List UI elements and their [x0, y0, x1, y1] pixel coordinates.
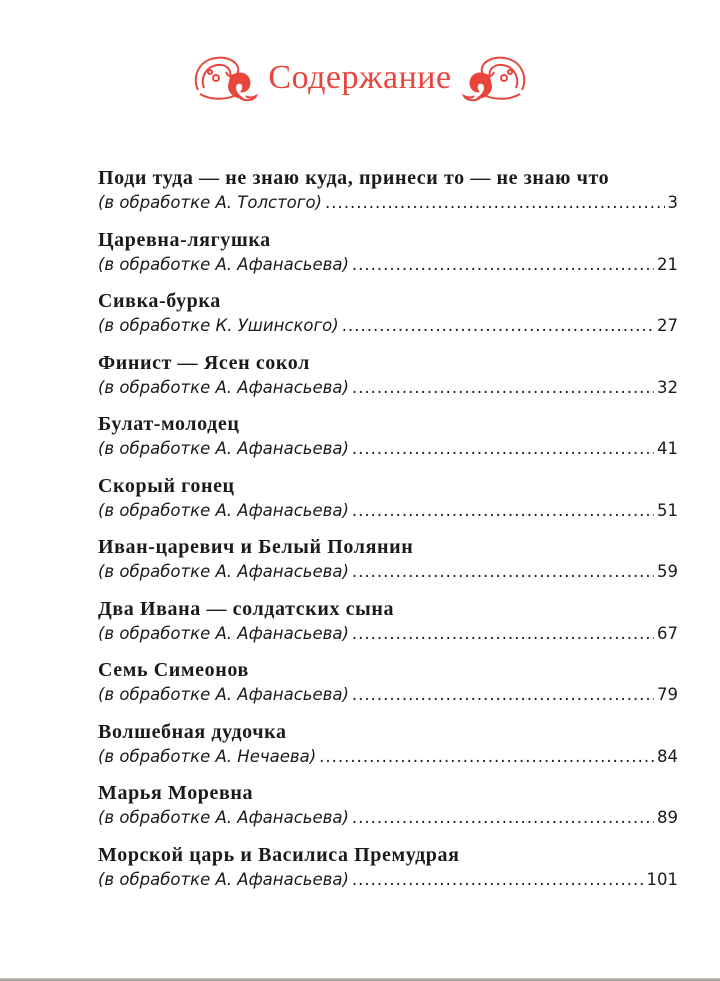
- toc-entry[interactable]: [98, 411, 678, 473]
- toc-entry[interactable]: [98, 288, 678, 350]
- toc-entry[interactable]: [98, 350, 678, 412]
- toc-entry-title: Финист — Ясен сокол: [98, 351, 310, 374]
- toc-entry[interactable]: [98, 780, 678, 842]
- floral-ornament-icon: [190, 50, 260, 106]
- toc-entry-subtitle: (в обработке А. Афанасьева): [98, 562, 349, 581]
- toc-entry-page: 89: [657, 808, 678, 827]
- toc-entry-page: 27: [657, 316, 678, 335]
- toc-entry-page: 79: [657, 685, 678, 704]
- toc-entry-title: Поди туда — не знаю куда, принеси то — не знаю что: [98, 167, 610, 189]
- toc-entry-title: Морской царь и Василиса Премудрая: [98, 843, 460, 866]
- toc-entry-page: 3: [667, 193, 678, 212]
- dot-leader: [352, 253, 654, 277]
- toc-entry[interactable]: [98, 842, 678, 904]
- toc-entry-subtitle: (в обработке К. Ушинского): [98, 316, 339, 335]
- toc-entry-title: Иван-царевич и Белый Полянин: [98, 536, 414, 558]
- dot-leader: [352, 683, 654, 707]
- toc-entry[interactable]: [98, 657, 678, 719]
- toc-entry[interactable]: [98, 719, 678, 781]
- toc-entry[interactable]: [98, 596, 678, 658]
- page-header: [0, 50, 720, 106]
- toc-entry[interactable]: [98, 227, 678, 289]
- dot-leader: [352, 376, 654, 400]
- toc-entry-page: 51: [657, 500, 678, 520]
- dot-leader: [352, 806, 654, 830]
- toc-entry-title: Марья Моревна: [98, 782, 254, 804]
- dot-leader: [352, 560, 654, 584]
- toc-entry-subtitle: (в обработке А. Афанасьева): [98, 685, 349, 704]
- toc-entry-title: Семь Симеонов: [98, 659, 249, 681]
- toc-entry[interactable]: [98, 534, 678, 596]
- toc-entry-page: 59: [657, 562, 678, 581]
- dot-leader: [352, 868, 644, 892]
- toc-entry-page: 101: [646, 869, 678, 889]
- dot-leader: [352, 437, 654, 461]
- toc-entry-title: Царевна-лягушка: [98, 228, 271, 251]
- floral-ornament-icon: [460, 50, 530, 106]
- dot-leader: [325, 191, 665, 215]
- dot-leader: [352, 499, 654, 523]
- toc-entry-subtitle: (в обработке А. Афанасьева): [98, 439, 349, 458]
- page-title: Содержание: [268, 59, 452, 96]
- dot-leader: [342, 314, 654, 338]
- toc-entry-subtitle: (в обработке А. Нечаева): [98, 746, 317, 766]
- toc-entry-subtitle: (в обработке А. Афанасьева): [98, 500, 349, 520]
- toc-entry-subtitle: (в обработке А. Афанасьева): [98, 377, 349, 397]
- toc-entry-title: Сивка-бурка: [98, 290, 221, 312]
- toc-entry-subtitle: (в обработке А. Афанасьева): [98, 808, 349, 827]
- toc-entry-title: Булат-молодец: [98, 413, 240, 435]
- table-of-contents: [98, 165, 678, 903]
- toc-entry-title: Скорый гонец: [98, 474, 235, 497]
- toc-entry-page: 32: [657, 377, 678, 397]
- toc-entry[interactable]: [98, 165, 678, 227]
- toc-entry-title: Волшебная дудочка: [98, 720, 287, 743]
- toc-entry-subtitle: (в обработке А. Афанасьева): [98, 254, 349, 274]
- toc-entry[interactable]: [98, 473, 678, 535]
- toc-entry-subtitle: (в обработке А. Толстого): [98, 193, 322, 212]
- toc-entry-subtitle: (в обработке А. Афанасьева): [98, 623, 349, 643]
- dot-leader: [319, 745, 654, 769]
- dot-leader: [352, 622, 654, 646]
- toc-entry-page: 67: [657, 623, 678, 643]
- toc-entry-page: 84: [657, 746, 678, 766]
- toc-entry-page: 41: [657, 439, 678, 458]
- toc-entry-page: 21: [657, 254, 678, 274]
- toc-entry-subtitle: (в обработке А. Афанасьева): [98, 869, 349, 889]
- toc-entry-title: Два Ивана — солдатских сына: [98, 597, 395, 620]
